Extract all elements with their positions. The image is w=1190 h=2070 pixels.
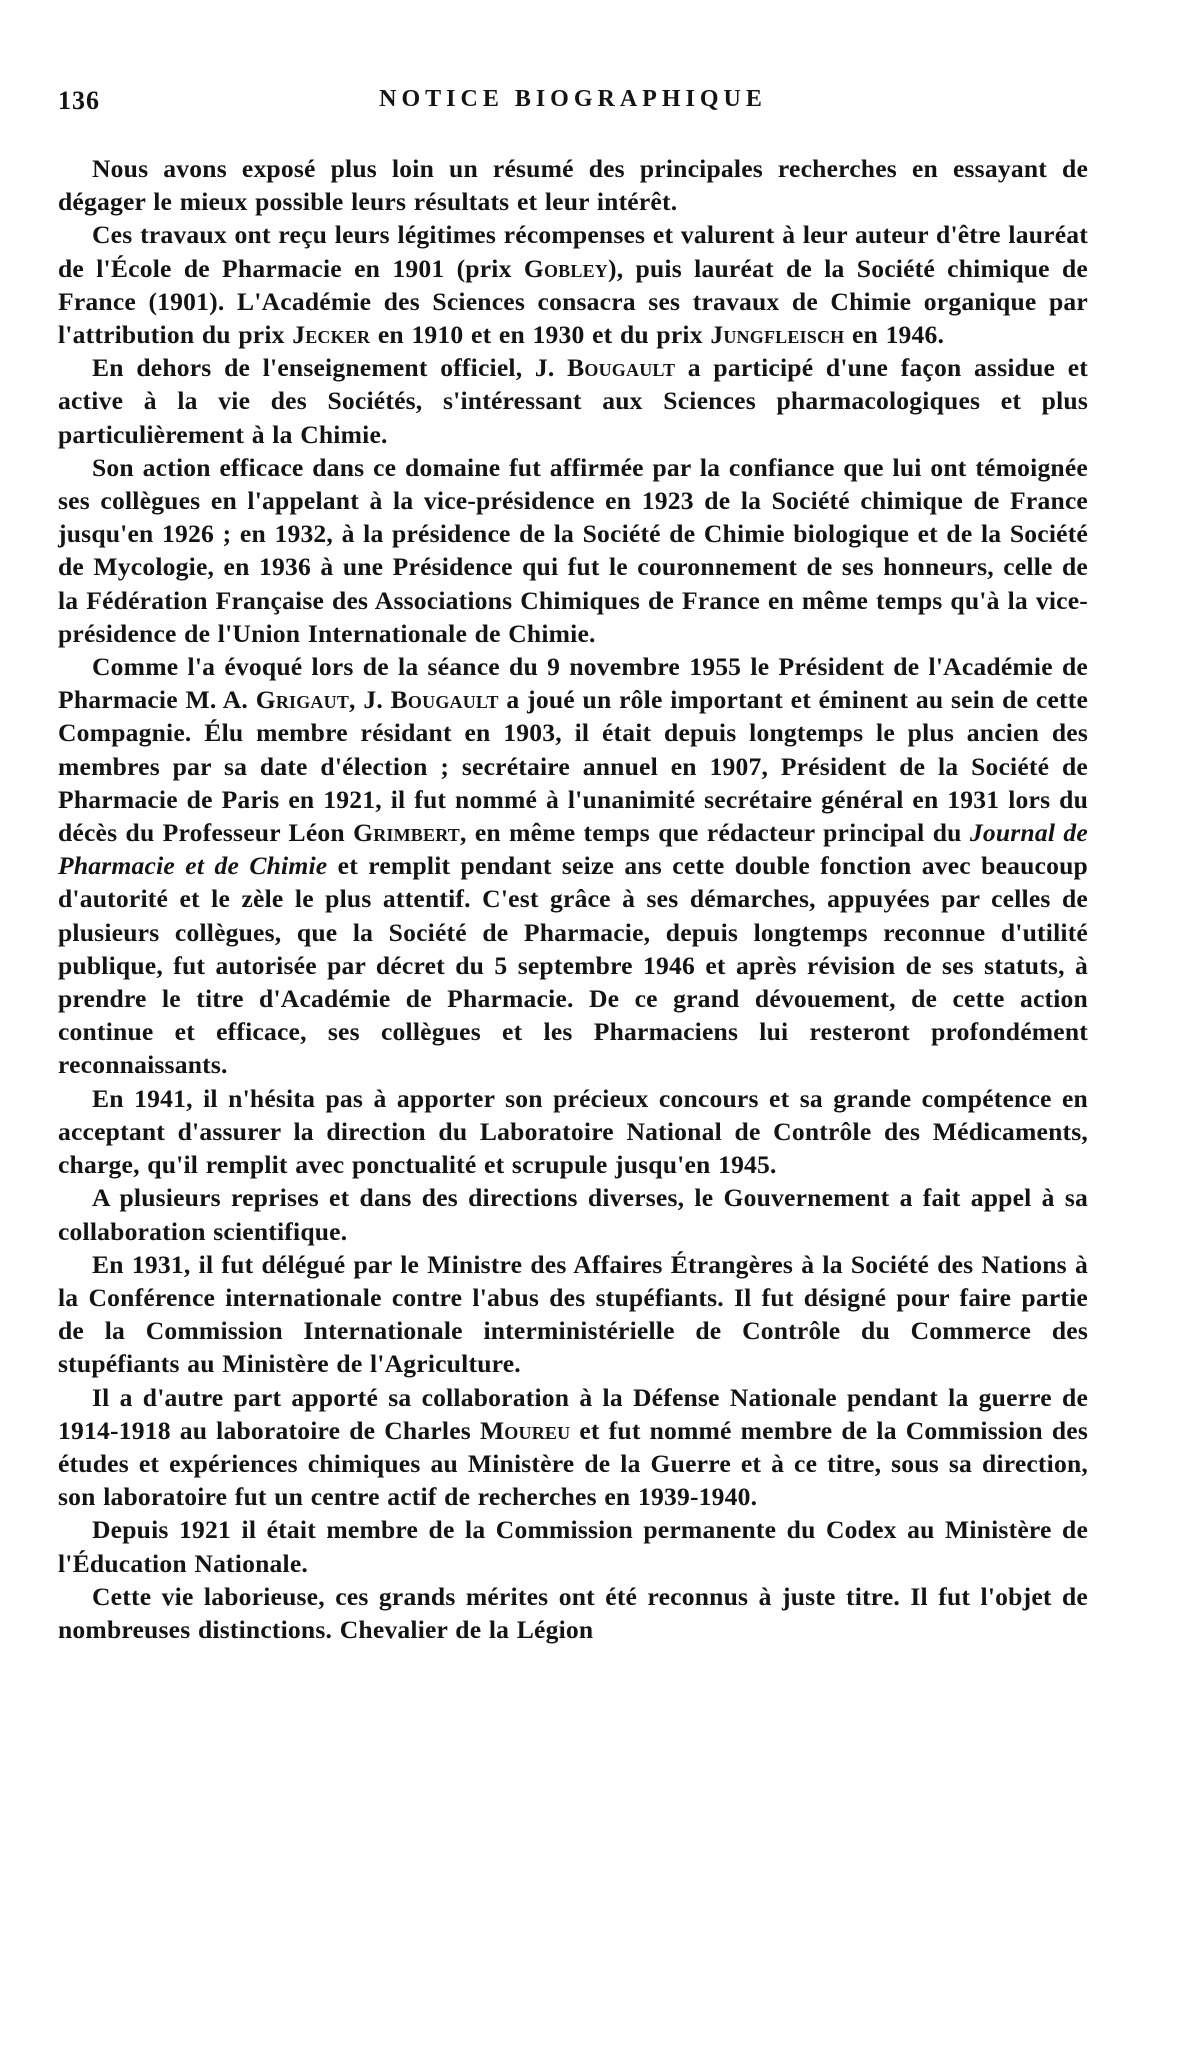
text-run: A plusieurs reprises et dans des directions diverses, le Gouvernement a fait appel à sa collaboration scientifique. xyxy=(58,1183,1088,1246)
proper-name: Grimbert xyxy=(353,818,460,848)
paragraph xyxy=(58,1381,1088,1514)
body-text xyxy=(58,152,1088,1646)
proper-name: Jungfleisch xyxy=(710,320,845,350)
text-run: et fut nommé membre de la Commission des études et expériences chimiques au Ministère de la Guerre et à ce titre, sous sa direction, son laboratoire fut un centre actif de recherches en 1939-1940. xyxy=(58,1415,1088,1512)
paragraph xyxy=(58,218,1088,351)
paragraph xyxy=(58,1181,1088,1247)
proper-name: Jecker xyxy=(292,320,371,350)
paragraph xyxy=(58,351,1088,451)
paragraph xyxy=(58,650,1088,1082)
text-run: Ces travaux ont reçu leurs légitimes récompenses et valurent à leur auteur d'être lauréat de l'École de Pharmacie en 1901 (prix xyxy=(58,220,1088,283)
text-run: Il a d'autre part apporté sa collaboration à la Défense Nationale pendant la guerre de 1914-1918 au laboratoire de Charles xyxy=(58,1382,1088,1445)
text-run: en 1946. xyxy=(844,320,945,350)
paragraph xyxy=(58,1248,1088,1381)
paragraph xyxy=(58,451,1088,650)
proper-name: Bougault xyxy=(567,353,676,383)
paragraph xyxy=(58,1580,1088,1646)
text-run: , en même temps que rédacteur principal du xyxy=(459,818,970,848)
text-run: Cette vie laborieuse, ces grands mérites ont été reconnus à juste titre. Il fut l'objet de nombreuses distinctions. Chevalier de la Légion xyxy=(58,1581,1088,1644)
text-run: et remplit pendant seize ans cette double fonction avec beaucoup d'autorité et le zèle le plus attentif. C'est grâce à ses démarches, appuyées par celles de plusieurs collègues, que la Société de Pharmacie, depuis longtemps reconnue d'utilité publique, fut autorisée par décret du 5 septembre 1946 et après révision de ses statuts, à prendre le titre d'Académie de Pharmacie. De ce grand dévouement, de cette action continue et efficace, ses collègues et les Pharmaciens lui resteront profondément reconnaissants. xyxy=(58,851,1088,1080)
paragraph xyxy=(58,152,1088,218)
text-run: a participé d'une façon assidue et active à la vie des Sociétés, s'intéressant aux Sciences pharmacologiques et plus particulièrement à la Chimie. xyxy=(58,353,1089,449)
text-run: En 1941, il n'hésita pas à apporter son précieux concours et sa grande compétence en acceptant d'assurer la direction du Laboratoire National de Contrôle des Médicaments, charge, qu'il remplit avec ponctualité et scrupule jusqu'en 1945. xyxy=(58,1083,1088,1180)
text-run: En dehors de l'enseignement officiel, J. xyxy=(92,353,568,383)
text-run: En 1931, il fut délégué par le Ministre des Affaires Étrangères à la Société des Nations à la Conférence internationale contre l'abus des stupéfiants. Il fut désigné pour faire partie de la Commission Internationale interministérielle de Contrôle du Commerce des stupéfiants au Ministère de l'Agriculture. xyxy=(58,1249,1088,1379)
journal-title: Journal de Pharmacie et de Chimie xyxy=(58,818,1088,881)
proper-name: Grigaut xyxy=(255,685,350,715)
running-title: NOTICE BIOGRAPHIQUE xyxy=(379,86,767,112)
page-number: 136 xyxy=(58,86,100,115)
proper-name: Moureu xyxy=(479,1415,571,1445)
text-run: Nous avons exposé plus loin un résumé des principales recherches en essayant de dégager le mieux possible leurs résultats et leur intérêt. xyxy=(58,154,1088,217)
text-run: ), puis lauréat de la Société chimique de France (1901). L'Académie des Sciences consacra ses travaux de Chimie organique par l'attribution du prix xyxy=(58,253,1088,350)
page-header xyxy=(58,86,1088,126)
proper-name: Bougault xyxy=(390,685,499,715)
text-run: , J. xyxy=(349,685,391,715)
paragraph xyxy=(58,1082,1088,1182)
text-run: Comme l'a évoqué lors de la séance du 9 novembre 1955 le Président de l'Académie de Pharmacie M. A. xyxy=(58,652,1088,715)
paragraph xyxy=(58,1513,1088,1579)
document-page xyxy=(58,0,1088,2070)
text-run: a joué un rôle important et éminent au sein de cette Compagnie. Élu membre résidant en 1903, il était depuis longtemps le plus ancien des membres par sa date d'élection ; secrétaire annuel en 1907, Président de la Société de Pharmacie de Paris en 1921, il fut nommé à l'unanimité secrétaire général en 1931 lors du décès du Professeur Léon xyxy=(58,685,1089,848)
text-run: en 1910 et en 1930 et du prix xyxy=(370,320,711,350)
proper-name: Gobley xyxy=(523,253,608,283)
text-run: Son action efficace dans ce domaine fut affirmée par la confiance que lui ont témoignée ses collègues en l'appelant à la vice-présidence en 1923 de la Société chimique de France jusqu'en 1926 ; en 1932, à la présidence de la Société de Chimie biologique et de la Société de Mycologie, en 1936 à une Présidence qui fut le couronnement de ses honneurs, celle de la Fédération Française des Associations Chimiques de France en même temps qu'à la vice-présidence de l'Union Internationale de Chimie. xyxy=(58,452,1088,648)
text-run: Depuis 1921 il était membre de la Commission permanente du Codex au Ministère de l'Éducation Nationale. xyxy=(58,1515,1088,1578)
